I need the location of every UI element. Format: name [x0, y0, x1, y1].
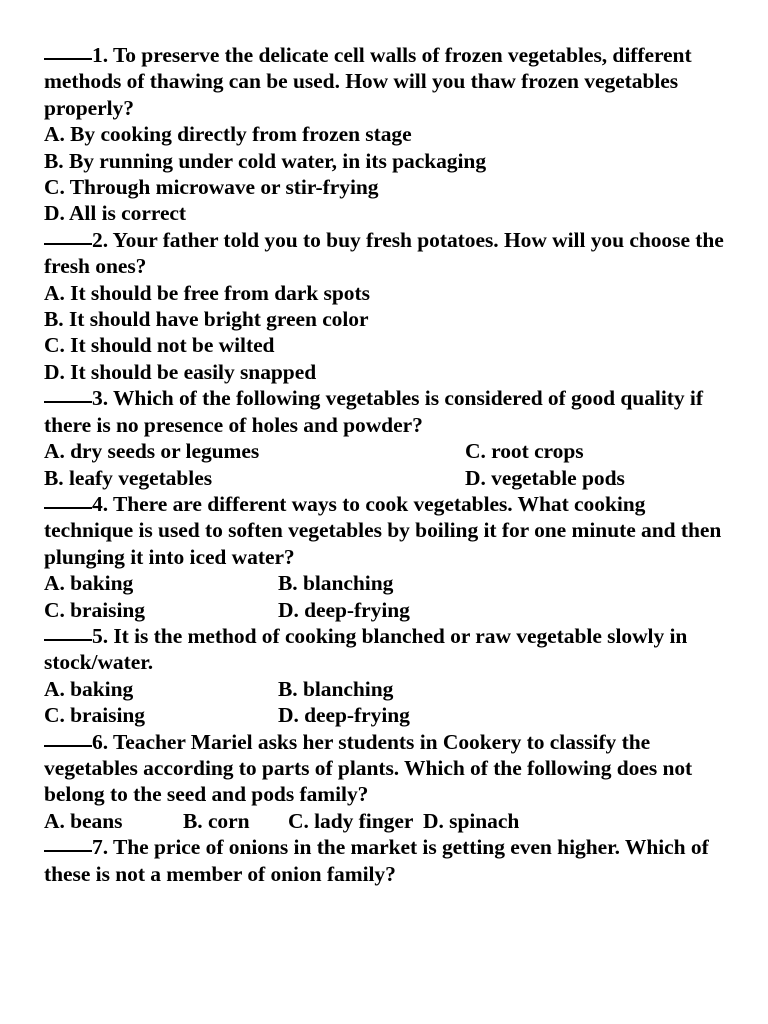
option-6-d[interactable]: D. spinach: [423, 808, 520, 833]
question-stem-2: [44, 227, 726, 280]
option-2-c[interactable]: C. It should not be wilted: [44, 333, 275, 358]
question-text-7: The price of onions in the market is getting even higher. Which of these is not a member of onion family?: [44, 835, 709, 886]
option-5-d[interactable]: D. deep-frying: [278, 703, 410, 728]
question-text-4: There are different ways to cook vegetables. What cooking technique is used to soften vegetables by boiling it for one minute and then plunging it into iced water?: [44, 491, 722, 569]
question-block-4: [44, 491, 726, 623]
option-4-c[interactable]: C. braising: [44, 597, 145, 622]
question-stem-1: [44, 42, 726, 121]
question-number-2: 2.: [92, 227, 109, 252]
question-block-5: [44, 623, 726, 729]
question-number-4: 4.: [92, 491, 109, 516]
answer-blank-4[interactable]: [44, 507, 92, 509]
answer-blank-1[interactable]: [44, 58, 92, 60]
question-number-3: 3.: [92, 386, 109, 411]
option-row-3-2: [44, 465, 726, 491]
option-5-c[interactable]: C. braising: [44, 703, 145, 728]
option-row-5-1: [44, 676, 726, 702]
option-row-4-2: [44, 597, 726, 623]
option-5-b[interactable]: B. blanching: [278, 676, 394, 701]
question-stem-5: [44, 623, 726, 676]
option-row-5-2: [44, 702, 726, 728]
option-2-b[interactable]: B. It should have bright green color: [44, 307, 369, 332]
option-5-a[interactable]: A. baking: [44, 676, 134, 701]
question-stem-4: [44, 491, 726, 570]
option-row-4-1: [44, 570, 726, 596]
question-block-7: [44, 834, 726, 887]
quiz-content: [44, 42, 726, 887]
answer-blank-6[interactable]: [44, 745, 92, 747]
question-block-1: [44, 42, 726, 227]
option-3-d[interactable]: D. vegetable pods: [465, 465, 625, 490]
question-text-1: To preserve the delicate cell walls of frozen vegetables, different methods of thawing can be used. How will you thaw frozen vegetables properly?: [44, 43, 692, 120]
option-1-d[interactable]: D. All is correct: [44, 201, 187, 226]
question-block-3: [44, 385, 726, 491]
question-block-6: [44, 729, 726, 835]
answer-blank-7[interactable]: [44, 850, 92, 852]
question-number-7: 7.: [92, 835, 109, 860]
option-2-d[interactable]: D. It should be easily snapped: [44, 359, 317, 384]
option-3-a[interactable]: A. dry seeds or legumes: [44, 439, 260, 464]
option-4-d[interactable]: D. deep-frying: [278, 597, 410, 622]
question-text-6: Teacher Mariel asks her students in Cookery to classify the vegetables according to parts of plants. Which of the following does not belong to the seed and pods family?: [44, 729, 693, 807]
answer-blank-2[interactable]: [44, 243, 92, 245]
question-text-5: It is the method of cooking blanched or raw vegetable slowly in stock/water.: [44, 623, 688, 675]
answer-blank-5[interactable]: [44, 639, 92, 641]
question-text-3: Which of the following vegetables is considered of good quality if there is no presence of holes and powder?: [44, 386, 703, 437]
option-4-b[interactable]: B. blanching: [278, 571, 394, 596]
question-stem-7: [44, 834, 726, 887]
question-number-5: 5.: [92, 623, 109, 648]
option-4-a[interactable]: A. baking: [44, 571, 134, 596]
option-row-6: [44, 808, 726, 834]
option-1-c[interactable]: C. Through microwave or stir-frying: [44, 175, 379, 200]
option-6-a[interactable]: A. beans: [44, 808, 123, 833]
question-block-2: [44, 227, 726, 385]
option-1-b[interactable]: B. By running under cold water, in its packaging: [44, 148, 487, 173]
question-stem-3: [44, 385, 726, 438]
question-stem-6: [44, 729, 726, 808]
question-number-1: 1.: [92, 43, 109, 67]
option-6-b[interactable]: B. corn: [183, 808, 250, 833]
option-3-b[interactable]: B. leafy vegetables: [44, 465, 213, 490]
option-row-3-1: [44, 438, 726, 464]
option-3-c[interactable]: C. root crops: [465, 439, 584, 464]
option-6-c[interactable]: C. lady finger: [288, 808, 414, 833]
option-2-a[interactable]: A. It should be free from dark spots: [44, 280, 370, 305]
question-number-6: 6.: [92, 729, 109, 754]
answer-blank-3[interactable]: [44, 401, 92, 403]
question-text-2: Your father told you to buy fresh potatoes. How will you choose the fresh ones?: [44, 227, 724, 279]
option-1-a[interactable]: A. By cooking directly from frozen stage: [44, 122, 412, 147]
